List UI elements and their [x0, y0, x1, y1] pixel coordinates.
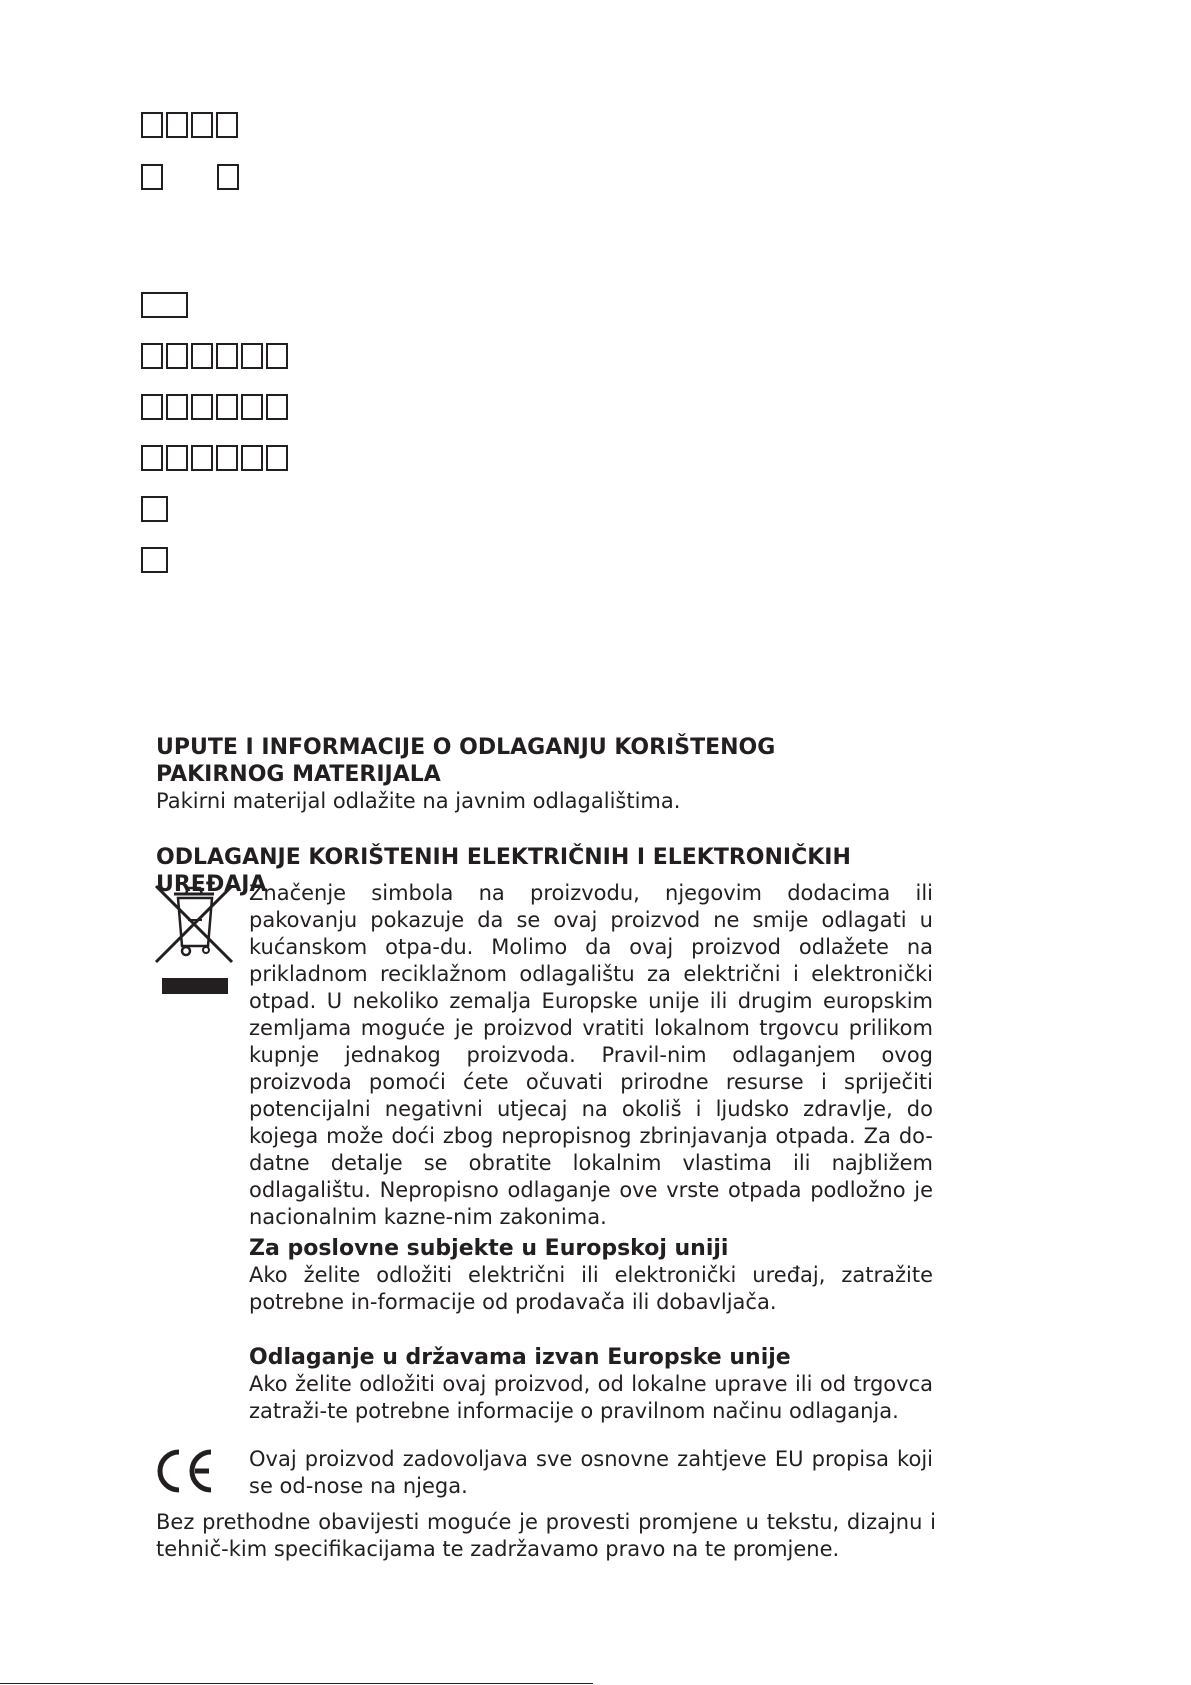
packaging-heading: UPUTE I INFORMACIJE O ODLAGANJU KORIŠTENOG PAKIRNOG MATERIJALA [156, 735, 776, 787]
missing-glyph [141, 394, 163, 420]
footer-rule [0, 1683, 593, 1684]
non-eu-block [249, 1344, 933, 1425]
missing-glyph [191, 343, 213, 369]
notice-block [156, 1509, 936, 1563]
missing-glyph [266, 394, 288, 420]
glyph-row-3 [141, 288, 191, 318]
missing-glyph [166, 112, 188, 138]
missing-glyph [141, 292, 188, 318]
missing-glyph [141, 112, 163, 138]
missing-glyph [217, 164, 239, 190]
glyph-row-5 [141, 390, 291, 420]
glyph-row-1 [141, 108, 241, 138]
missing-glyph [216, 445, 238, 471]
missing-glyph [241, 394, 263, 420]
eu-business-heading: Za poslovne subjekte u Europskoj uniji [249, 1236, 729, 1261]
weee-text: Značenje simbola na proizvodu, njegovim dodacima ili pakovanju pokazuje da se ovaj proizvod ne smije odlagati u kućanskom otpa-du. Molimo da ovaj proizvod odlažete na prikladnom reciklažnom odlagalištu za električni i elektronički otpad. U nekoliko zemalja Europske unije ili drugim europskim zemljama moguće je proizvod vratiti lokalnom trgovcu prilikom kupnje jednakog proizvoda. Pravil-nim odlaganjem ovog proizvoda pomoći ćete očuvati prirodne resurse i spriječiti potencijalni negativni utjecaj na okoliš i ljudsko zdravlje, do kojega može doći zbog nepropisnog zbrinjavanja otpada. Za do-datne detalje se obratite lokalnim vlastima ili najbližem odlagalištu. Nepropisno odlaganje ove vrste otpada podložno je nacionalnim kazne-nim zakonima. [249, 881, 933, 1229]
missing-glyph [141, 547, 168, 573]
weee-heading: ODLAGANJE KORIŠTENIH ELEKTRIČNIH I ELEKTRONIČKIH UREĐAJA [156, 845, 851, 897]
missing-glyph [166, 445, 188, 471]
missing-glyph [266, 445, 288, 471]
packaging-section [156, 734, 856, 815]
ce-text: Ovaj proizvod zadovoljava sve osnovne zahtjeve EU propisa koji se od-nose na njega. [249, 1447, 933, 1498]
packaging-text: Pakirni materijal odlažite na javnim odlagalištima. [156, 789, 681, 813]
missing-glyph [216, 112, 238, 138]
non-eu-heading: Odlaganje u državama izvan Europske unije [249, 1345, 791, 1370]
missing-glyph [141, 343, 163, 369]
ce-mark-icon [153, 1448, 215, 1494]
glyph-row-2 [141, 160, 242, 190]
glyph-row-6 [141, 441, 291, 471]
missing-glyph [141, 496, 168, 522]
missing-glyph [166, 394, 188, 420]
eu-business-text: Ako želite odložiti električni ili elektronički uređaj, zatražite potrebne in-formacije od prodavača ili dobavljača. [249, 1263, 933, 1314]
missing-glyph [166, 343, 188, 369]
crossed-out-wheelie-bin-icon [152, 880, 236, 998]
non-eu-text: Ako želite odložiti ovaj proizvod, od lokalne uprave ili od trgovca zatraži-te potrebne informacije o pravilnom načinu odlaganja. [249, 1372, 933, 1423]
missing-glyph [141, 164, 163, 190]
glyph-row-7 [141, 492, 171, 522]
glyph-row-4 [141, 339, 291, 369]
missing-glyph [241, 343, 263, 369]
glyph-row-8 [141, 543, 171, 573]
missing-glyph [216, 394, 238, 420]
ce-block [249, 1446, 933, 1500]
missing-glyph [191, 445, 213, 471]
missing-glyph [141, 445, 163, 471]
missing-glyph [191, 112, 213, 138]
notice-text: Bez prethodne obavijesti moguće je provesti promjene u tekstu, dizajnu i tehnič-kim specifikacijama te zadržavamo pravo na te promjene. [156, 1510, 936, 1561]
eu-business-block [249, 1235, 933, 1316]
missing-glyph [241, 445, 263, 471]
weee-text-block [249, 880, 933, 1231]
missing-glyph [191, 394, 213, 420]
missing-glyph [266, 343, 288, 369]
missing-glyph [216, 343, 238, 369]
